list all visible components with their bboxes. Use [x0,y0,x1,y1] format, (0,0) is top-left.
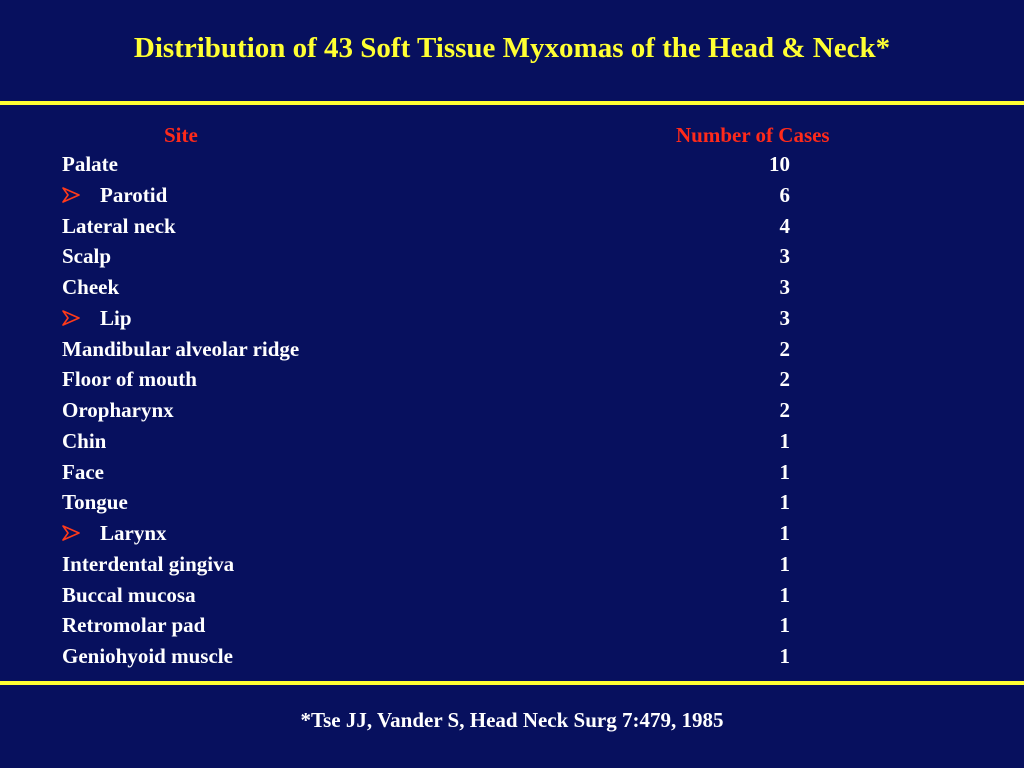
slide-title: Distribution of 43 Soft Tissue Myxomas of the Head & Neck* [133,32,891,64]
site-cell: Oropharynx [62,398,174,422]
table-row [0,306,1024,336]
count-cell: 2 [779,367,790,392]
arrow-bullet-icon [62,310,80,326]
table-row [0,214,1024,244]
table-row [0,244,1024,274]
site-cell: Palate [62,152,118,176]
count-cell: 1 [779,521,790,545]
site-cell: Interdental gingiva [62,551,235,576]
count-cell: 10 [769,152,790,176]
table-row [0,337,1024,367]
table-row [0,275,1024,305]
count-cell: 1 [779,490,790,515]
table-row [0,367,1024,397]
site-cell: Buccal mucosa [62,582,196,607]
arrow-bullet-icon [62,187,80,203]
site-cell: Parotid [100,182,168,207]
top-divider [0,101,1024,105]
site-cell: Scalp [62,244,112,269]
site-cell: Cheek [62,275,120,299]
site-column-header: Site [164,123,198,147]
site-cell: Chin [62,428,107,453]
table-row [0,552,1024,582]
count-cell: 3 [779,305,790,330]
site-cell: Lateral neck [62,213,176,238]
count-column-header: Number of Cases [676,123,830,147]
table-row [0,183,1024,213]
site-cell: Floor of mouth [62,367,197,392]
count-cell: 3 [779,244,790,269]
site-cell: Geniohyoid muscle [62,644,233,668]
count-cell: 1 [779,551,790,576]
arrow-bullet-icon [62,525,80,541]
count-cell: 1 [779,428,790,453]
count-cell: 1 [779,644,790,668]
table-row [0,583,1024,613]
count-cell: 6 [779,182,790,207]
count-cell: 1 [779,613,790,638]
table-row [0,152,1024,182]
site-cell: Mandibular alveolar ridge [62,336,300,361]
site-cell: Tongue [62,490,128,515]
citation-footnote: *Tse JJ, Vander S, Head Neck Surg 7:479, 1985 [300,708,724,732]
table-row [0,398,1024,428]
count-cell: 3 [779,275,790,299]
table-row [0,644,1024,674]
table-row [0,429,1024,459]
count-cell: 2 [779,398,790,422]
count-cell: 1 [779,582,790,607]
table-row [0,521,1024,551]
site-cell: Larynx [100,521,167,545]
table-row [0,613,1024,643]
count-cell: 4 [779,213,790,238]
bottom-divider [0,681,1024,685]
count-cell: 1 [779,459,790,484]
site-cell: Lip [100,305,132,330]
count-cell: 2 [779,336,790,361]
table-row [0,490,1024,520]
site-cell: Retromolar pad [62,613,206,638]
table-row [0,460,1024,490]
site-cell: Face [62,459,104,484]
